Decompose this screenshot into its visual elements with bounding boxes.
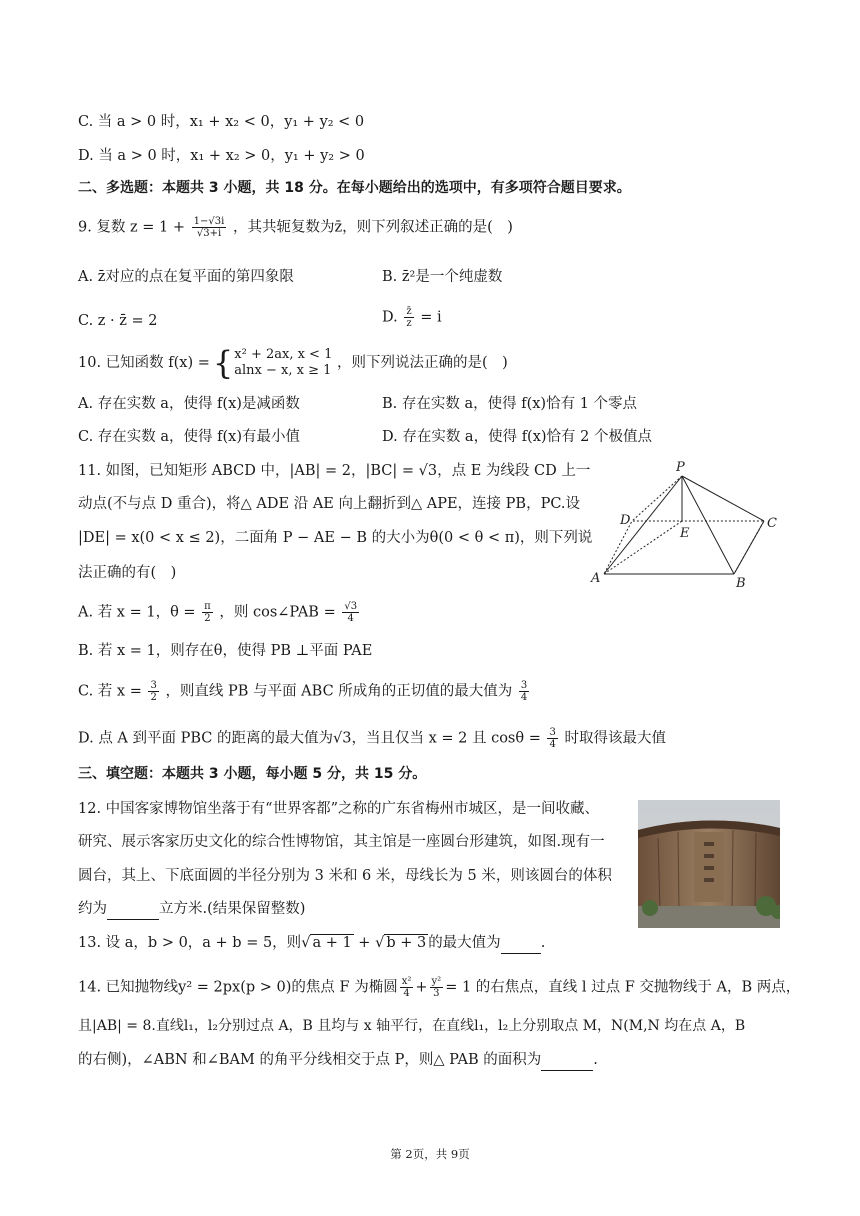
q11-option-a-num-1: π xyxy=(204,601,211,612)
q9-option-d-numerator: z̄ xyxy=(406,306,412,317)
q10-cases xyxy=(234,347,332,379)
q8-option-d: D. 当 a > 0 时，x₁ + x₂ > 0，y₁ + y₂ > 0 xyxy=(78,148,365,164)
label-e: E xyxy=(680,526,690,541)
q12-stem-line-4 xyxy=(78,899,305,920)
q10-stem-post: ，则下列说法正确的是( ) xyxy=(336,355,508,371)
hakka-museum-photo xyxy=(638,800,780,928)
section-2-heading: 二、多选题：本题共 3 小题，共 18 分。在每小题给出的选项中，有多项符合题目要求。 xyxy=(78,180,631,196)
q12-stem-line-2: 研究、展示客家历史文化的综合性博物馆，其主馆是一座圆台形建筑，如图.现有一 xyxy=(78,834,605,850)
q11-stem-line-4: 法正确的有( ) xyxy=(78,565,177,581)
q13-sqrt-1: √ a + 1 xyxy=(301,935,352,951)
q13-radicand-2: b + 3 xyxy=(386,935,427,951)
edge-pa xyxy=(604,476,682,574)
q11-option-a-fraction-2 xyxy=(342,601,359,624)
label-a: A xyxy=(591,571,601,586)
q9-stem-post: ，其共轭复数为z̄，则下列叙述正确的是( ) xyxy=(232,219,513,236)
q9-fraction xyxy=(192,216,227,239)
q11-stem-line-1: 11. 如图，已知矩形 ABCD 中，|AB| = 2，|BC| = √3，点 E 为线段 CD 上一 xyxy=(78,463,591,479)
q11-option-d xyxy=(78,727,666,750)
q11-option-c-pre: C. 若 x = xyxy=(78,683,142,700)
q13-stem-post: 的最大值为 xyxy=(428,935,501,951)
q11-option-a-den-1: 2 xyxy=(204,613,211,624)
q11-option-c-mid: ，则直线 PB 与平面 ABC 所成角的正切值的最大值为 xyxy=(165,683,513,700)
q10-stem xyxy=(78,346,508,380)
q14-stem-line-1 xyxy=(78,976,800,999)
q10-stem-pre: 10. 已知函数 f(x) = xyxy=(78,355,210,371)
q10-option-c: C. 存在实数 a，使得 f(x)有最小值 xyxy=(78,429,301,445)
q14-stem-line-2: 且|AB| = 8.直线l₁，l₂分别过点 A，B 且均与 x 轴平行，在直线l₁，l₂上分别取点 M，N(M,N 均在点 A，B xyxy=(78,1018,746,1034)
q11-option-b: B. 若 x = 1，则存在θ，使得 PB ⊥平面 PAE xyxy=(78,643,373,659)
q14-plus: + xyxy=(415,979,428,996)
q9-option-d-fraction xyxy=(404,306,413,329)
q13-radicand-1: a + 1 xyxy=(312,935,352,951)
q11-option-a-pre: A. 若 x = 1，θ = xyxy=(78,604,196,621)
edge-ae-dashed xyxy=(604,521,682,574)
q9-stem xyxy=(78,216,513,239)
q12-answer-blank xyxy=(107,899,159,920)
q13-answer-blank xyxy=(501,933,541,954)
q13-stem: 13. 设 a，b > 0，a + b = 5，则√ a + 1 + √ b + 3 的最大值为 . xyxy=(78,933,545,954)
q10-option-d: D. 存在实数 a，使得 f(x)恰有 2 个极值点 xyxy=(382,429,652,445)
q12-stem-line-1: 12. 中国客家博物馆坐落于有“世界客都”之称的广东省梅州市城区，是一间收藏、 xyxy=(78,801,599,817)
q9-option-d-denominator: z xyxy=(406,318,412,329)
label-c: C xyxy=(767,516,777,531)
q11-option-c-den-2: 4 xyxy=(520,692,528,703)
q11-option-a xyxy=(78,601,361,624)
q13-plus: + xyxy=(353,935,376,951)
q14-line-1-post: = 1 的右焦点，直线 l 过点 F 交抛物线于 A，B 两点， xyxy=(445,979,801,996)
q14-answer-blank xyxy=(541,1050,593,1071)
q10-option-b: B. 存在实数 a，使得 f(x)恰有 1 个零点 xyxy=(382,396,638,412)
q14-frac-2-num: y² xyxy=(431,976,442,987)
page-footer: 第 2页，共 9页 xyxy=(390,1147,470,1161)
q9-option-c: C. z · z̄ = 2 xyxy=(78,313,158,329)
q14-frac-2-den: 3 xyxy=(433,988,440,999)
q9-fraction-denominator: √3+i xyxy=(196,228,222,239)
q12-line-4-post: 立方米.(结果保留整数) xyxy=(159,901,306,917)
q14-frac-1-den: 4 xyxy=(403,988,410,999)
q11-option-d-num: 3 xyxy=(549,727,556,738)
q9-fraction-numerator: 1−√3i xyxy=(193,216,225,227)
q12-line-4-pre: 约为 xyxy=(78,901,107,917)
q11-option-c-num-2: 3 xyxy=(520,680,528,691)
q11-option-a-den-2: 4 xyxy=(347,613,354,624)
q13-sqrt-2: √ b + 3 xyxy=(375,935,427,951)
q9-option-a: A. z̄对应的点在复平面的第四象限 xyxy=(78,269,294,285)
q10-option-a: A. 存在实数 a，使得 f(x)是减函数 xyxy=(78,396,300,412)
q11-option-d-post: 时取得该最大值 xyxy=(564,730,666,747)
q14-stem-line-3 xyxy=(78,1050,598,1071)
q9-option-b: B. z̄²是一个纯虚数 xyxy=(382,269,503,285)
q14-frac-1-num: x² xyxy=(401,976,412,987)
label-p: P xyxy=(676,460,685,475)
q12-stem-line-3: 圆台，其上、下底面圆的半径分别为 3 米和 6 米，母线长为 5 米，则该圆台的体积 xyxy=(78,868,612,884)
edge-bc xyxy=(734,521,764,574)
q11-stem-line-2: 动点(不与点 D 重合)，将△ ADE 沿 AE 向上翻折到△ APE，连接 PB，PC.设 xyxy=(78,496,581,512)
section-3-heading: 三、填空题：本题共 3 小题，每小题 5 分，共 15 分。 xyxy=(78,766,427,782)
q10-case-2: alnx − x, x ≥ 1 xyxy=(234,363,332,378)
q11-option-a-mid: ，则 cos∠PAB = xyxy=(219,604,336,621)
q11-option-a-fraction-1 xyxy=(202,601,213,624)
q14-line-1-pre: 14. 已知抛物线y² = 2px(p > 0)的焦点 F 为椭圆 xyxy=(78,979,398,996)
q9-option-d-post: = i xyxy=(420,309,442,326)
q9-stem-pre: 9. 复数 z = 1 + xyxy=(78,219,186,236)
q8-option-c: C. 当 a > 0 时，x₁ + x₂ < 0，y₁ + y₂ < 0 xyxy=(78,114,365,130)
q9-option-d-pre: D. xyxy=(382,309,398,326)
q11-stem-line-3: |DE| = x(0 < x ≤ 2)，二面角 P − AE − B 的大小为θ(0 < θ < π)，则下列说 xyxy=(78,530,593,546)
q9-option-d xyxy=(382,306,442,329)
q11-option-c-fraction-1 xyxy=(148,680,158,703)
q11-geometry-figure xyxy=(588,456,784,590)
q14-fraction-2 xyxy=(430,976,444,999)
q11-option-c xyxy=(78,680,531,703)
q10-brace: { xyxy=(212,344,234,382)
edge-pd-dashed xyxy=(632,476,682,521)
q11-option-a-num-2: √3 xyxy=(344,601,358,612)
q11-option-d-fraction xyxy=(547,727,557,750)
q10-case-1: x² + 2ax, x < 1 xyxy=(234,347,333,362)
q11-option-c-fraction-2 xyxy=(519,680,529,703)
q14-line-3-post: . xyxy=(593,1052,598,1068)
label-d: D xyxy=(620,513,631,528)
q11-option-c-den-1: 2 xyxy=(150,692,157,703)
label-b: B xyxy=(736,576,746,590)
q13-stem-pre: 13. 设 a，b > 0，a + b = 5，则 xyxy=(78,935,302,951)
q14-line-3-pre: 的右侧)，∠ABN 和∠BAM 的角平分线相交于点 P，则△ PAB 的面积为 xyxy=(78,1052,542,1068)
q11-option-d-den: 4 xyxy=(549,739,556,750)
q14-fraction-1 xyxy=(400,976,414,999)
q11-option-d-pre: D. 点 A 到平面 PBC 的距离的最大值为√3，当且仅当 x = 2 且 cosθ = xyxy=(78,730,541,747)
q11-option-c-num-1: 3 xyxy=(150,680,157,691)
